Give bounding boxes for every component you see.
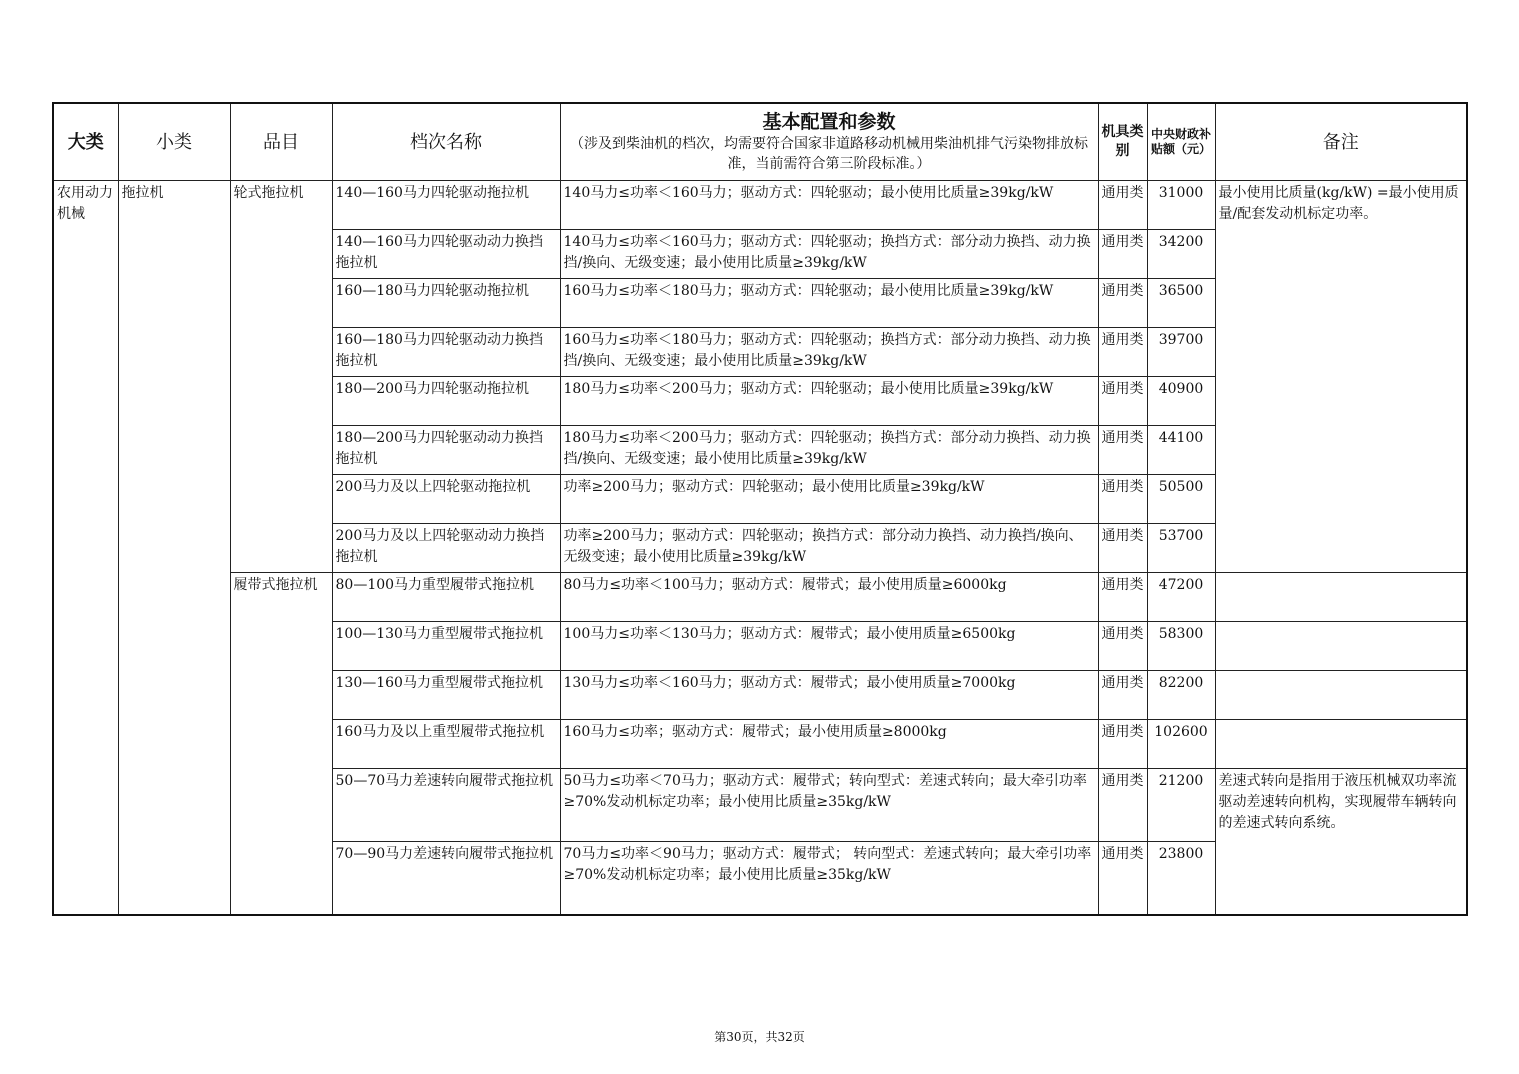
cell-type: 通用类 bbox=[1098, 475, 1147, 524]
header-type: 机具类别 bbox=[1098, 103, 1147, 181]
cell-remark-diff-steer: 差速式转向是指用于液压机械双功率流驱动差速转向机构，实现履带车辆转向的差速式转向系统。 bbox=[1215, 769, 1467, 916]
cell-config: 70马力≤功率＜90马力；驱动方式：履带式； 转向型式：差速式转向；最大牵引功率≥70%发动机标定功率；最小使用比质量≥35kg/kW bbox=[560, 842, 1098, 916]
cell-grade: 50—70马力差速转向履带式拖拉机 bbox=[332, 769, 560, 842]
cell-config: 160马力≤功率；驱动方式：履带式；最小使用质量≥8000kg bbox=[560, 720, 1098, 769]
cell-subsidy: 47200 bbox=[1147, 573, 1215, 622]
cell-remark bbox=[1215, 671, 1467, 720]
cell-type: 通用类 bbox=[1098, 573, 1147, 622]
cell-item-crawler: 履带式拖拉机 bbox=[230, 573, 332, 916]
cell-grade: 180—200马力四轮驱动拖拉机 bbox=[332, 377, 560, 426]
cell-subsidy: 44100 bbox=[1147, 426, 1215, 475]
header-config-title: 基本配置和参数 bbox=[762, 111, 896, 133]
cell-subsidy: 34200 bbox=[1147, 230, 1215, 279]
cell-subsidy: 102600 bbox=[1147, 720, 1215, 769]
cell-type: 通用类 bbox=[1098, 377, 1147, 426]
header-minor: 小类 bbox=[118, 103, 230, 181]
cell-minor: 拖拉机 bbox=[118, 181, 230, 916]
table-row bbox=[53, 181, 1467, 230]
cell-config: 160马力≤功率＜180马力；驱动方式：四轮驱动；最小使用比质量≥39kg/kW bbox=[560, 279, 1098, 328]
cell-config: 功率≥200马力；驱动方式：四轮驱动；换挡方式：部分动力换挡、动力换挡/换向、无级变速；最小使用比质量≥39kg/kW bbox=[560, 524, 1098, 573]
cell-remark bbox=[1215, 573, 1467, 622]
cell-grade: 160—180马力四轮驱动拖拉机 bbox=[332, 279, 560, 328]
header-row bbox=[53, 103, 1467, 181]
cell-type: 通用类 bbox=[1098, 426, 1147, 475]
cell-grade: 200马力及以上四轮驱动动力换挡拖拉机 bbox=[332, 524, 560, 573]
cell-subsidy: 23800 bbox=[1147, 842, 1215, 916]
cell-major: 农用动力机械 bbox=[53, 181, 118, 916]
cell-grade: 140—160马力四轮驱动动力换挡拖拉机 bbox=[332, 230, 560, 279]
cell-config: 140马力≤功率＜160马力；驱动方式：四轮驱动；换挡方式：部分动力换挡、动力换挡/换向、无级变速；最小使用比质量≥39kg/kW bbox=[560, 230, 1098, 279]
cell-config: 140马力≤功率＜160马力；驱动方式：四轮驱动；最小使用比质量≥39kg/kW bbox=[560, 181, 1098, 230]
header-item: 品目 bbox=[230, 103, 332, 181]
cell-config: 130马力≤功率＜160马力；驱动方式：履带式；最小使用质量≥7000kg bbox=[560, 671, 1098, 720]
cell-type: 通用类 bbox=[1098, 328, 1147, 377]
cell-config: 160马力≤功率＜180马力；驱动方式：四轮驱动；换挡方式：部分动力换挡、动力换挡/换向、无级变速；最小使用比质量≥39kg/kW bbox=[560, 328, 1098, 377]
cell-config: 180马力≤功率＜200马力；驱动方式：四轮驱动；换挡方式：部分动力换挡、动力换挡/换向、无级变速；最小使用比质量≥39kg/kW bbox=[560, 426, 1098, 475]
cell-subsidy: 53700 bbox=[1147, 524, 1215, 573]
cell-type: 通用类 bbox=[1098, 230, 1147, 279]
cell-grade: 80—100马力重型履带式拖拉机 bbox=[332, 573, 560, 622]
cell-type: 通用类 bbox=[1098, 842, 1147, 916]
cell-remark bbox=[1215, 720, 1467, 769]
cell-grade: 180—200马力四轮驱动动力换挡拖拉机 bbox=[332, 426, 560, 475]
header-config-note: （涉及到柴油机的档次，均需要符合国家非道路移动机械用柴油机排气污染物排放标准，当前需符合第三阶段标准。） bbox=[570, 136, 1088, 172]
cell-subsidy: 39700 bbox=[1147, 328, 1215, 377]
cell-config: 功率≥200马力；驱动方式：四轮驱动；最小使用比质量≥39kg/kW bbox=[560, 475, 1098, 524]
cell-grade: 160—180马力四轮驱动动力换挡拖拉机 bbox=[332, 328, 560, 377]
cell-subsidy: 36500 bbox=[1147, 279, 1215, 328]
cell-subsidy: 40900 bbox=[1147, 377, 1215, 426]
cell-subsidy: 50500 bbox=[1147, 475, 1215, 524]
cell-grade: 130—160马力重型履带式拖拉机 bbox=[332, 671, 560, 720]
cell-grade: 100—130马力重型履带式拖拉机 bbox=[332, 622, 560, 671]
cell-config: 180马力≤功率＜200马力；驱动方式：四轮驱动；最小使用比质量≥39kg/kW bbox=[560, 377, 1098, 426]
cell-item-wheeled: 轮式拖拉机 bbox=[230, 181, 332, 573]
cell-grade: 160马力及以上重型履带式拖拉机 bbox=[332, 720, 560, 769]
header-grade: 档次名称 bbox=[332, 103, 560, 181]
cell-subsidy: 82200 bbox=[1147, 671, 1215, 720]
cell-remark-wheeled: 最小使用比质量(kg/kW) =最小使用质量/配套发动机标定功率。 bbox=[1215, 181, 1467, 573]
cell-subsidy: 31000 bbox=[1147, 181, 1215, 230]
cell-grade: 200马力及以上四轮驱动拖拉机 bbox=[332, 475, 560, 524]
header-major: 大类 bbox=[53, 103, 118, 181]
header-subsidy: 中央财政补贴额（元） bbox=[1147, 103, 1215, 181]
cell-type: 通用类 bbox=[1098, 720, 1147, 769]
header-remark: 备注 bbox=[1215, 103, 1467, 181]
cell-subsidy: 58300 bbox=[1147, 622, 1215, 671]
cell-type: 通用类 bbox=[1098, 671, 1147, 720]
cell-config: 80马力≤功率＜100马力；驱动方式：履带式；最小使用质量≥6000kg bbox=[560, 573, 1098, 622]
cell-remark bbox=[1215, 622, 1467, 671]
cell-type: 通用类 bbox=[1098, 279, 1147, 328]
cell-grade: 70—90马力差速转向履带式拖拉机 bbox=[332, 842, 560, 916]
cell-grade: 140—160马力四轮驱动拖拉机 bbox=[332, 181, 560, 230]
cell-config: 50马力≤功率＜70马力；驱动方式：履带式；转向型式：差速式转向；最大牵引功率≥70%发动机标定功率；最小使用比质量≥35kg/kW bbox=[560, 769, 1098, 842]
header-config bbox=[560, 103, 1098, 181]
cell-config: 100马力≤功率＜130马力；驱动方式：履带式；最小使用质量≥6500kg bbox=[560, 622, 1098, 671]
subsidy-table bbox=[52, 102, 1468, 916]
table-row bbox=[53, 573, 1467, 622]
cell-type: 通用类 bbox=[1098, 769, 1147, 842]
cell-type: 通用类 bbox=[1098, 181, 1147, 230]
page-footer: 第30页，共32页 bbox=[714, 1030, 805, 1044]
cell-subsidy: 21200 bbox=[1147, 769, 1215, 842]
cell-type: 通用类 bbox=[1098, 524, 1147, 573]
cell-type: 通用类 bbox=[1098, 622, 1147, 671]
